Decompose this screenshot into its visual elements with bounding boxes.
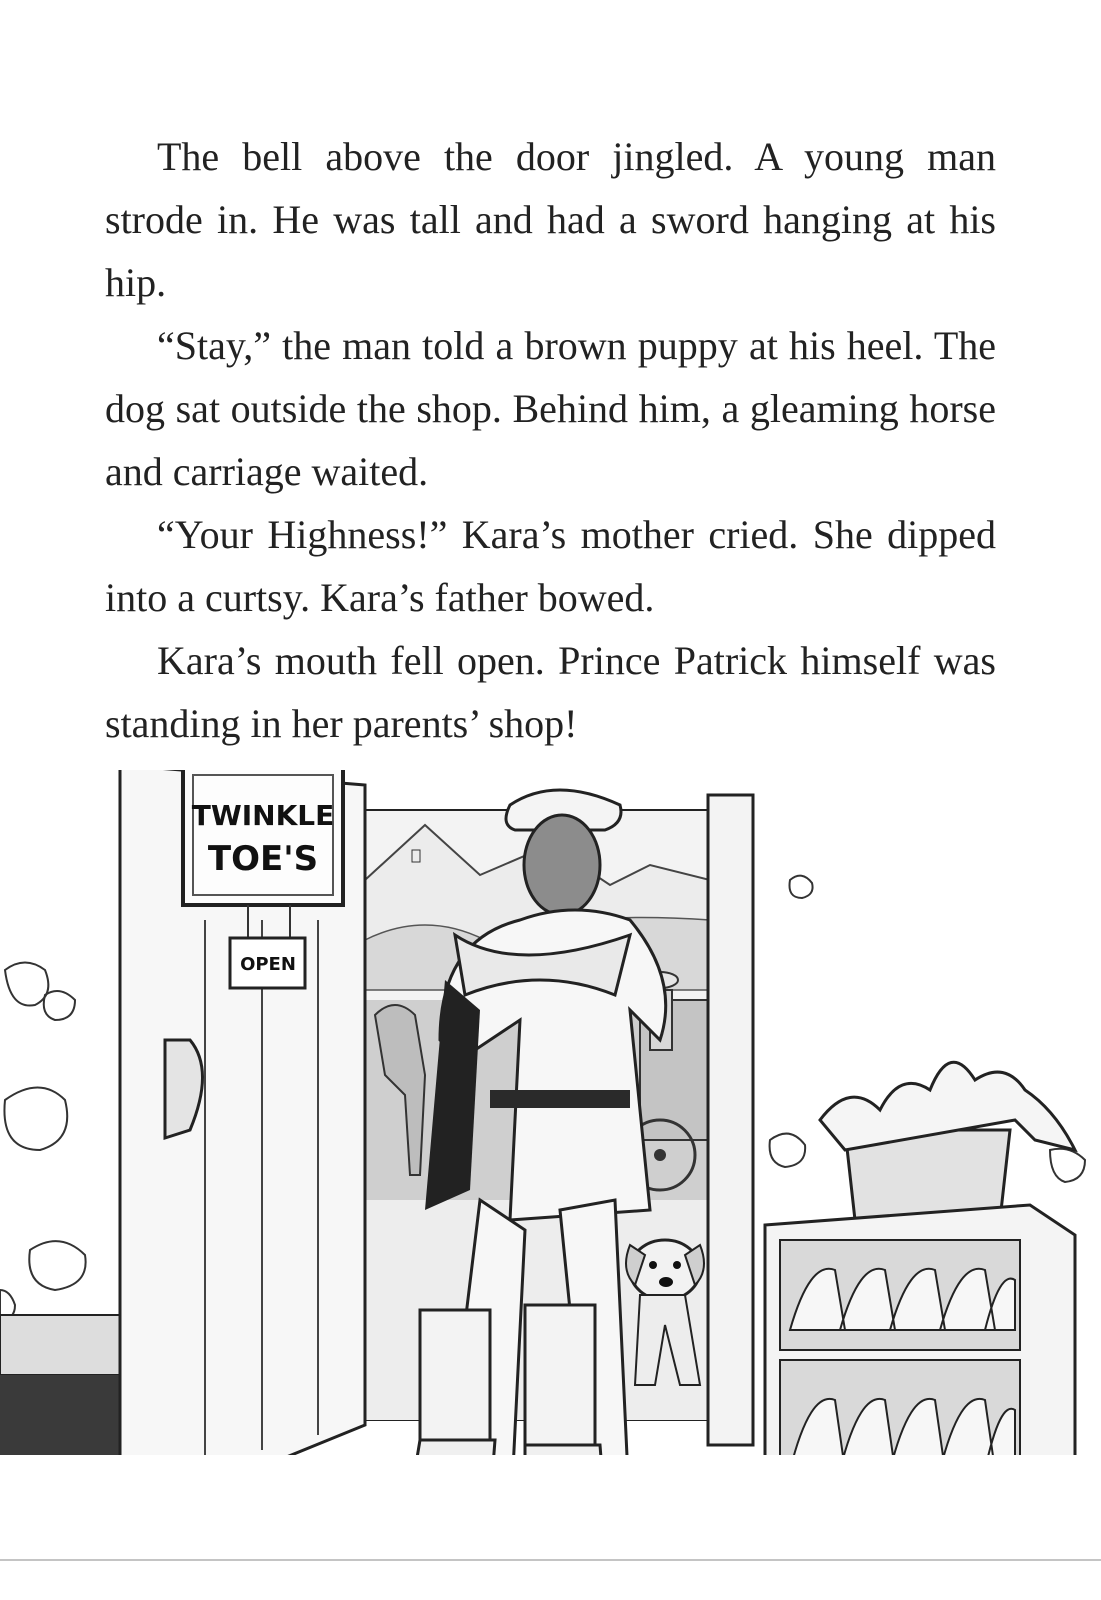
paragraph-2: “Stay,” the man told a brown puppy at his heel. The dog sat outside the shop. Behind him, a gleaming horse and carriage waited. (105, 323, 996, 494)
paragraph-4: Kara’s mouth fell open. Prince Patrick himself was standing in her parents’ shop! (105, 638, 996, 746)
story-text (105, 125, 996, 755)
paragraph-1: The bell above the door jingled. A young man strode in. He was tall and had a sword hanging at his hip. (105, 134, 996, 305)
left-wainscot (0, 1315, 120, 1455)
open-sign-text: OPEN (240, 954, 296, 975)
floor (0, 1455, 1101, 1600)
shop-sign-line1: TWINKLE (191, 799, 335, 832)
shop-illustration (0, 770, 1101, 1600)
shop-sign-line2: TOE'S (207, 839, 319, 879)
paragraph-3: “Your Highness!” Kara’s mother cried. She dipped into a curtsy. Kara’s father bowed. (105, 512, 996, 620)
